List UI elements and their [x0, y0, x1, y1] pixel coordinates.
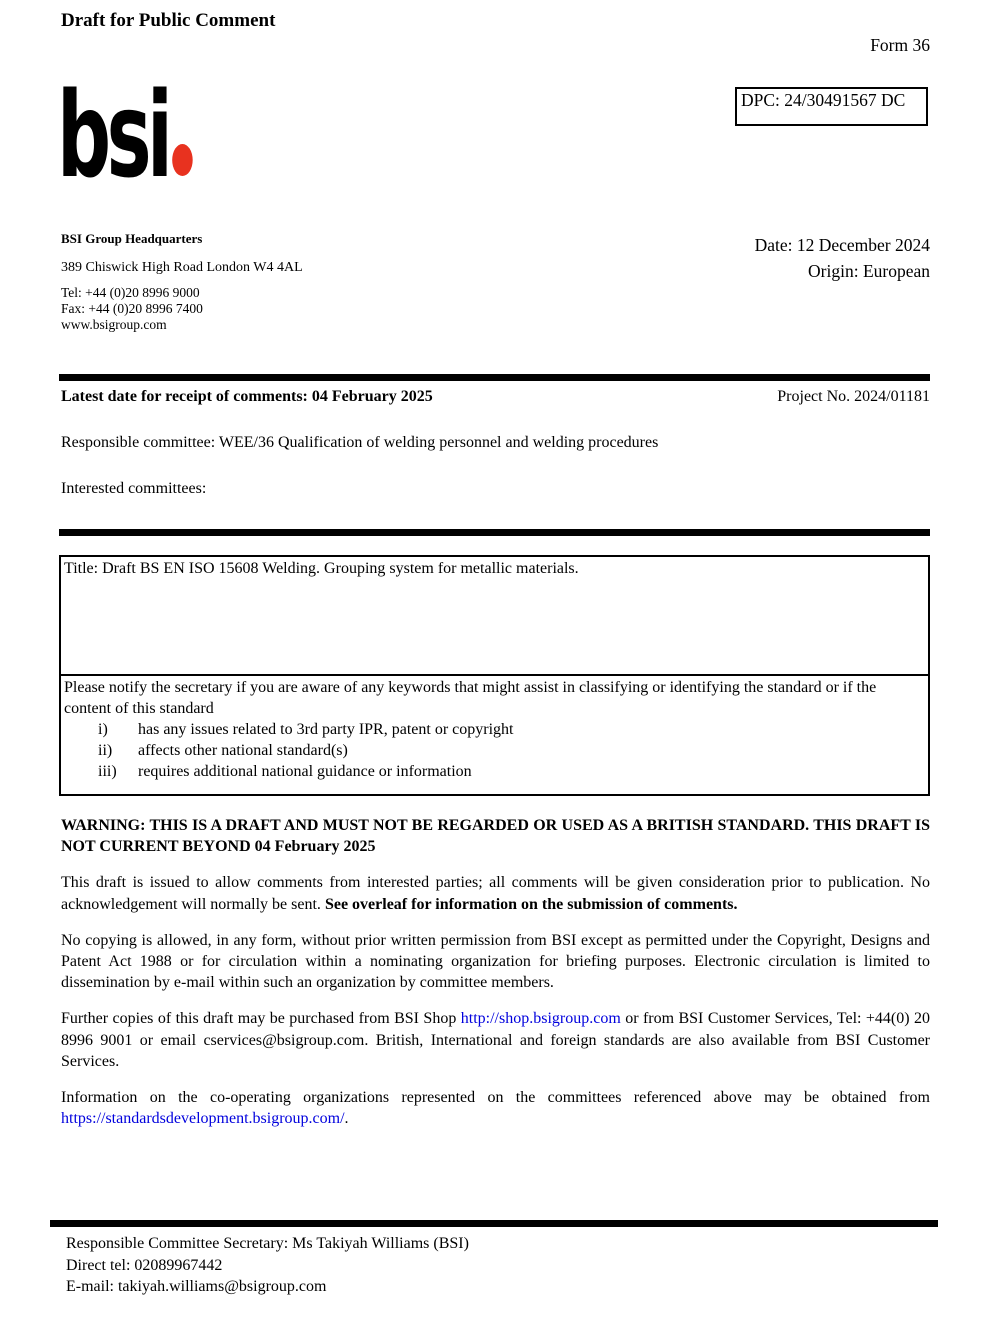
standard-title: Title: Draft BS EN ISO 15608 Welding. Grouping system for metallic materials. — [64, 560, 579, 577]
keywords-item-text: requires additional national guidance or information — [138, 763, 472, 780]
paragraph-text: or from BSI Customer Services, Tel: +44(0) 20 8996 9001 or email cservices@bsigroup.com. British, International and foreign standards are also available from BSI Customer Services. — [61, 1010, 930, 1070]
bsi-logo-text: bsi — [57, 76, 193, 194]
standards-development-link[interactable]: https://standardsdevelopment.bsigroup.com/ — [61, 1110, 345, 1128]
footer-block — [66, 1233, 469, 1298]
project-number: Project No. 2024/01181 — [777, 388, 930, 405]
latest-date-line: Latest date for receipt of comments: 04 February 2025 — [61, 388, 433, 405]
latest-date-row — [61, 388, 930, 406]
contact-address: 389 Chiswick High Road London W4 4AL — [61, 260, 303, 275]
keywords-item — [64, 719, 925, 740]
responsible-committee-line: Responsible committee: WEE/36 Qualification of welding personnel and welding procedures — [61, 434, 659, 451]
date-line: Date: 12 December 2024 — [754, 235, 930, 255]
keywords-list — [64, 719, 925, 782]
section-rule-mid — [59, 529, 930, 536]
origin-line: Origin: European — [808, 260, 930, 281]
warning-paragraph: WARNING: THIS IS A DRAFT AND MUST NOT BE REGARDED OR USED AS A BRITISH STANDARD. THIS DRAFT IS NOT CURRENT BEYOND 04 February 2025 — [61, 817, 930, 856]
keywords-item-label: ii) — [98, 742, 113, 759]
keywords-intro: Please notify the secretary if you are aware of any keywords that might assist in classifying or identifying the standard or if the content of this standard — [64, 679, 877, 717]
title-box — [59, 555, 930, 676]
dpc-number: DPC: 24/30491567 DC — [741, 90, 906, 110]
keywords-item-label: i) — [98, 721, 108, 738]
contact-fax: Fax: +44 (0)20 8996 7400 — [61, 301, 203, 316]
body-paragraph-copying: No copying is allowed, in any form, without prior written permission from BSI except as permitted under the Copyright, Designs and Patent Act 1988 or for circulation within a nominating organization for briefing purposes. Electronic circulation is limited to dissemination by e-mail within such an organization by committee members. — [61, 931, 930, 992]
section-rule-top — [59, 374, 930, 381]
footer-email: E-mail: takiyah.williams@bsigroup.com — [66, 1278, 327, 1295]
footer-direct-tel: Direct tel: 02089967442 — [66, 1256, 223, 1274]
body-paragraph-organizations — [61, 1087, 930, 1129]
bsi-shop-link[interactable]: http://shop.bsigroup.com — [460, 1010, 621, 1028]
keywords-item — [64, 761, 925, 782]
overleaf-note: See overleaf for information on the submission of comments. — [324, 895, 738, 913]
contact-name: BSI Group Headquarters — [61, 231, 203, 246]
logo-red-dot-icon — [172, 144, 192, 176]
keywords-item-label: iii) — [98, 763, 117, 780]
date-origin-block — [755, 233, 930, 284]
body-paragraph-copies — [61, 1008, 930, 1072]
paragraph-text: Further copies of this draft may be purchased from BSI Shop — [61, 1010, 461, 1028]
body-paragraph-comments — [61, 872, 930, 914]
keywords-item — [64, 740, 925, 761]
keywords-item-text: has any issues related to 3rd party IPR, patent or copyright — [138, 721, 514, 738]
dpc-number-box — [735, 87, 928, 126]
contact-block — [61, 231, 303, 333]
paragraph-text: This draft is issued to allow comments from interested parties; all comments will be given consideration prior to publication. No acknowledgement will normally be sent. — [61, 874, 930, 913]
contact-tel: Tel: +44 (0)20 8996 9000 — [61, 285, 200, 300]
paragraph-text: . — [344, 1110, 349, 1128]
keywords-box — [59, 674, 930, 796]
footer-rule — [50, 1220, 938, 1227]
contact-website: www.bsigroup.com — [61, 317, 167, 332]
interested-committees-line: Interested committees: — [61, 480, 207, 497]
body-text — [61, 815, 930, 1144]
page-title: Draft for Public Comment — [61, 10, 276, 31]
footer-secretary: Responsible Committee Secretary: Ms Takiyah Williams (BSI) — [66, 1235, 469, 1252]
form-number: Form 36 — [870, 35, 930, 55]
keywords-item-text: affects other national standard(s) — [138, 742, 348, 759]
paragraph-text: Information on the co-operating organizations represented on the committees referenced above may be obtained from — [61, 1089, 930, 1107]
bsi-logo — [57, 66, 269, 204]
